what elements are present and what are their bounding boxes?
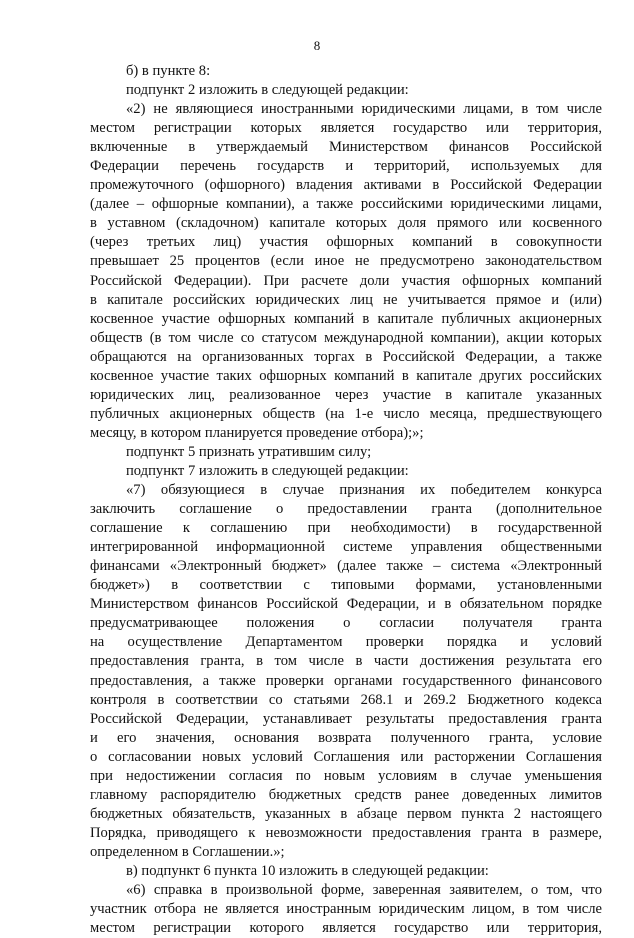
text-line: определенном в Соглашении.»; bbox=[90, 843, 285, 860]
text-line: Федерации перечень государств и территорий, используемых для bbox=[90, 158, 602, 175]
text-line: публичных акционерных обществ (на 1-е число месяца, предшествующего bbox=[90, 405, 602, 422]
text-line: предоставления гранта, в том числе в части достижения результата его bbox=[90, 653, 602, 670]
text-line: интегрированной информационной системе управления общественными bbox=[90, 539, 602, 556]
text-line: (далее – офшорные компании), а также российскими юридическими лицами, bbox=[90, 196, 602, 213]
text-line: юридических лиц, реализованное через участие в капитале указанных bbox=[90, 386, 602, 403]
text-line: (через третьих лиц) участия офшорных компаний в совокупности bbox=[90, 234, 602, 251]
text-line: промежуточного (офшорного) владения активами в Российской Федерации bbox=[90, 177, 602, 194]
text-line: в уставном (складочном) капитале которых доля прямого или косвенного bbox=[90, 215, 602, 232]
text-line: предусматривающее положения о согласии получателя гранта bbox=[90, 615, 602, 632]
text-line: соглашение к соглашению при необходимости) в государственной bbox=[90, 520, 602, 537]
text-line: и его значения, основания возврата полученного гранта, условие bbox=[90, 729, 602, 746]
text-line: подпункт 7 изложить в следующей редакции: bbox=[126, 462, 409, 479]
text-line: местом регистрации которого является государство или территория, bbox=[90, 920, 602, 937]
text-line: местом регистрации которых является государство или территория, bbox=[90, 120, 602, 137]
text-line: Российской Федерации, устанавливает результаты предоставления гранта bbox=[90, 710, 602, 727]
text-line: Порядка, приводящего к невозможности предоставления гранта в размере, bbox=[90, 824, 602, 841]
text-line: предоставления, а также проверки органами государственного финансового bbox=[90, 672, 602, 689]
text-line: «7) обязующиеся в случае признания их победителем конкурса bbox=[126, 482, 602, 499]
text-line: финансами «Электронный бюджет» (далее также – система «Электронный bbox=[90, 558, 602, 575]
text-line: главному распорядителю бюджетных средств ранее доведенных лимитов bbox=[90, 786, 602, 803]
text-line: заключить соглашение о предоставлении гранта (дополнительное bbox=[90, 501, 602, 518]
text-line: подпункт 2 изложить в следующей редакции: bbox=[126, 82, 409, 99]
text-line: косвенное участие таких офшорных компаний в капитале других российских bbox=[90, 367, 602, 384]
text-line: контроля в соответствии со статьями 268.1 и 269.2 Бюджетного кодекса bbox=[90, 691, 602, 708]
text-line: превышает 25 процентов (если иное не предусмотрено законодательством bbox=[90, 253, 602, 270]
document-body bbox=[90, 62, 602, 938]
text-line: в капитале российских юридических лиц не учитывается прямое и (или) bbox=[90, 291, 602, 308]
text-line: о согласовании новых условий Соглашения или расторжении Соглашения bbox=[90, 748, 602, 765]
text-line: косвенное участие офшорных компаний в капитале публичных акционерных bbox=[90, 310, 602, 327]
text-line: подпункт 5 признать утратившим силу; bbox=[126, 443, 372, 460]
text-line: месяцу, в котором планируется проведение отбора);»; bbox=[90, 424, 424, 441]
text-line: в) подпункт 6 пункта 10 изложить в следующей редакции: bbox=[126, 862, 489, 879]
text-line: б) в пункте 8: bbox=[126, 63, 211, 79]
text-line: на осуществление Департаментом проверки порядка и условий bbox=[90, 634, 602, 651]
text-line: при недостижении согласия по новым условиям в случае уменьшения bbox=[90, 767, 602, 784]
text-line: «2) не являющиеся иностранными юридическими лицами, в том числе bbox=[126, 101, 602, 118]
page-number: 8 bbox=[313, 38, 321, 53]
text-line: Российской Федерации). При расчете доли участия офшорных компаний bbox=[90, 272, 602, 289]
text-line: включенные в утверждаемый Министерством финансов Российской bbox=[90, 139, 602, 156]
text-line: Министерством финансов Российской Федерации, и в обязательном порядке bbox=[90, 596, 602, 613]
text-line: бюджетных обязательств, указанных в абзаце первом пункта 2 настоящего bbox=[90, 805, 602, 822]
text-line: обществ (в том числе со статусом международной компании), акции которых bbox=[90, 329, 602, 346]
text-line: бюджет») в соответствии с типовыми формами, установленными bbox=[90, 577, 602, 594]
text-line: обращаются на организованных торгах в Российской Федерации, а также bbox=[90, 348, 602, 365]
text-line: «6) справка в произвольной форме, заверенная заявителем, о том, что bbox=[126, 882, 602, 899]
text-line: участник отбора не является иностранным юридическим лицом, в том числе bbox=[90, 901, 602, 918]
